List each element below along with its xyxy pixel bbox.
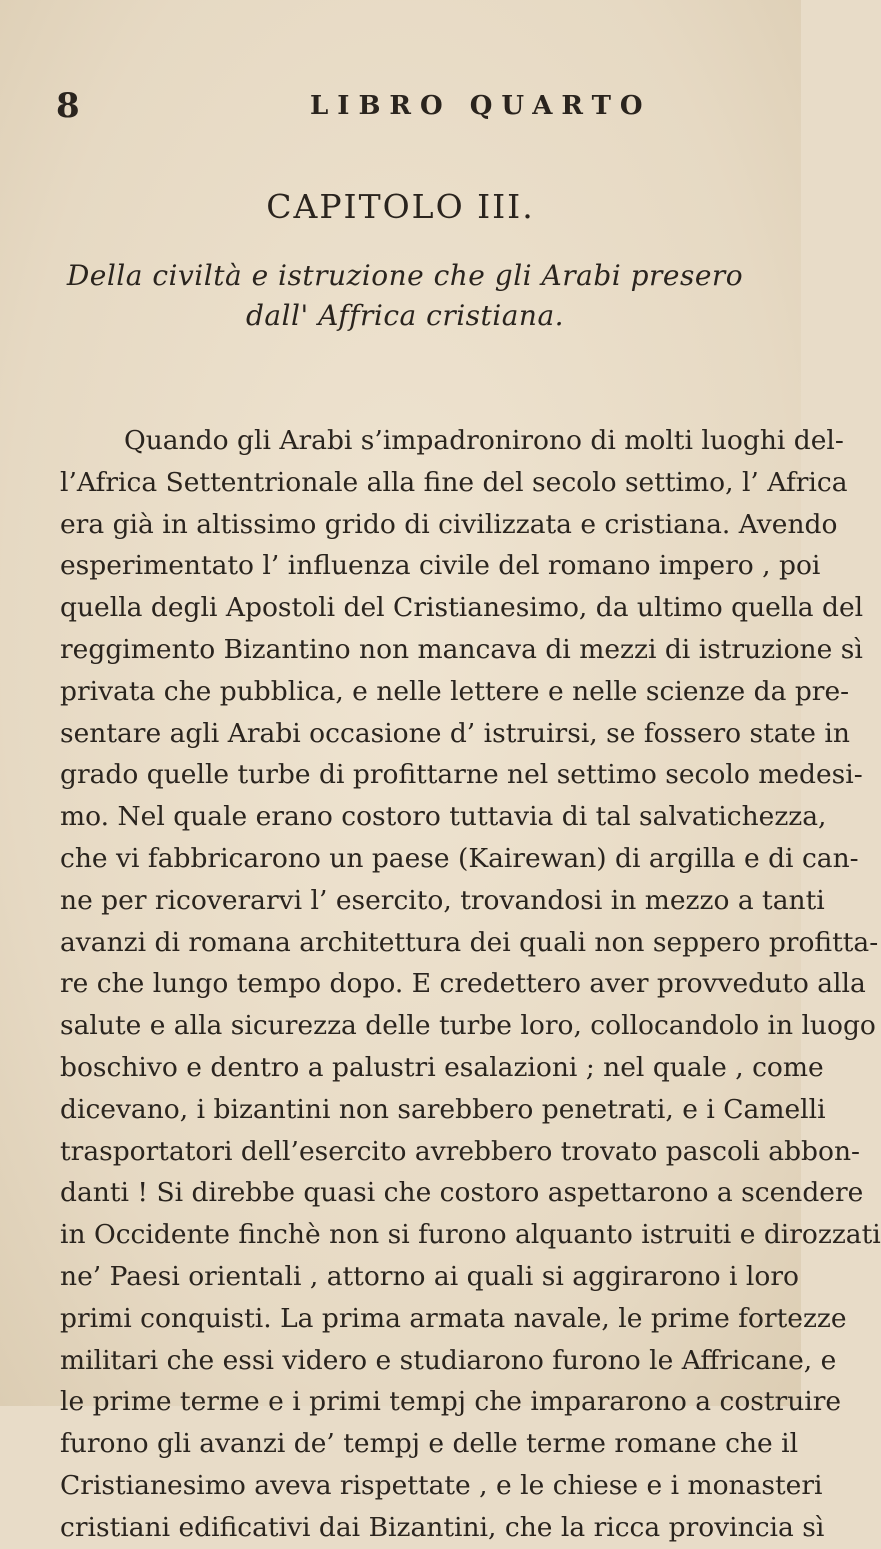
text-line: quella degli Apostoli del Cristianesimo, da ultimo quella del [60, 592, 864, 624]
body-text [60, 420, 881, 1549]
running-head [56, 86, 756, 126]
text-line: dicevano, i bizantini non sarebbero penetrati, e i Camelli [60, 1093, 826, 1125]
page-number: 8 [56, 86, 80, 126]
text-line: le prime terme e i primi tempj che impararono a costruire [60, 1386, 842, 1418]
text-line: re che lungo tempo dopo. E credettero aver provveduto alla [60, 968, 866, 1000]
text-line: ne’ Paesi orientali , attorno ai quali si aggirarono i loro [60, 1260, 799, 1292]
text-line: trasportatori dell’esercito avrebbero trovato pascoli abbon- [60, 1135, 860, 1167]
chapter-title: CAPITOLO III. [266, 187, 535, 226]
text-line: danti ! Si direbbe quasi che costoro aspettarono a scendere [60, 1177, 864, 1209]
text-line: Cristianesimo aveva rispettate , e le chiese e i monasteri [60, 1469, 823, 1501]
text-line: ne per ricoverarvi l’ esercito, trovandosi in mezzo a tanti [60, 884, 825, 916]
text-line: boschivo e dentro a palustri esalazioni ; nel quale , come [60, 1051, 824, 1083]
subtitle-line: dall' Affrica cristiana. [245, 299, 565, 332]
text-line: primi conquisti. La prima armata navale, le prime fortezze [60, 1302, 847, 1334]
text-line: privata che pubblica, e nelle lettere e nelle scienze da pre- [60, 675, 850, 707]
text-line: in Occidente finchè non si furono alquanto istruiti e dirozzati [60, 1219, 881, 1251]
text-line: furono gli avanzi de’ tempj e delle terme romane che il [60, 1428, 799, 1460]
subtitle-line: Della civiltà e istruzione che gli Arabi presero [66, 259, 744, 292]
text-line: che vi fabbricarono un paese (Kairewan) di argilla e di can- [60, 842, 859, 874]
text-line: esperimentato l’ influenza civile del romano impero , poi [60, 550, 821, 582]
chapter-subtitle [60, 256, 750, 336]
text-line: avanzi di romana architettura dei quali non seppero profitta- [60, 926, 879, 958]
text-line: sentare agli Arabi occasione d’ istruirsi, se fossero state in [60, 717, 850, 749]
text-line: reggimento Bizantino non mancava di mezzi di istruzione sì [60, 633, 863, 665]
book-label: LIBRO QUARTO [310, 91, 652, 121]
text-line: salute e alla sicurezza delle turbe loro, collocandolo in luogo [60, 1010, 876, 1042]
text-line: l’Africa Settentrionale alla fine del secolo settimo, l’ Africa [60, 466, 848, 498]
text-line: mo. Nel quale erano costoro tuttavia di tal salvatichezza, [60, 801, 827, 833]
text-line: militari che essi videro e studiarono furono le Affricane, e [60, 1344, 837, 1376]
text-line: grado quelle turbe di profittarne nel settimo secolo medesi- [60, 759, 863, 791]
text-line: Quando gli Arabi s’impadronirono di molti luoghi del- [124, 425, 844, 456]
text-line: era già in altissimo grido di civilizzata e cristiana. Avendo [60, 508, 838, 540]
text-line: cristiani edificativi dai Bizantini, che la ricca provincia sì [60, 1511, 825, 1543]
